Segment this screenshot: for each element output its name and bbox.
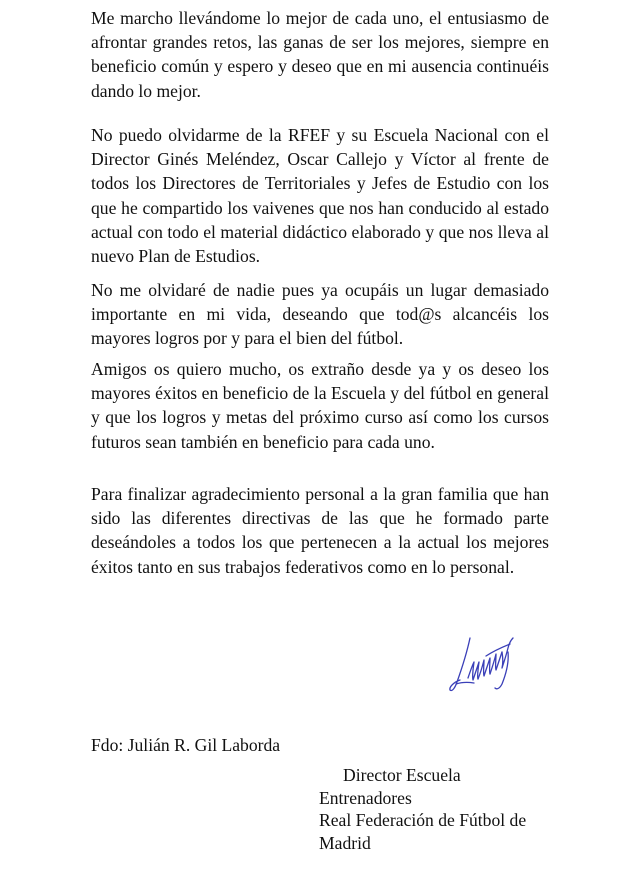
role-line: Entrenadores: [319, 787, 412, 808]
handwritten-signature: [448, 632, 520, 694]
paragraph-rfef-thanks: No puedo olvidarme de la RFEF y su Escuela Nacional con el Director Ginés Meléndez, Oscar Callejo y Víctor al frente de todos los Directores de Territoriales y Jefes de Estudio con los que he compartido los vaivenes que nos han conducido al estado actual con todo el material didáctico elaborado y que nos lleva al nuevo Plan de Estudios.: [91, 125, 549, 267]
role-line: Real Federación de Fútbol de: [319, 810, 527, 831]
role-line: Madrid: [319, 833, 371, 854]
signer-role: [319, 764, 559, 855]
paragraph-remember-all: No me olvidaré de nadie pues ya ocupáis un lugar demasiado importante en mi vida, deseando que tod@s alcancéis los mayores logros por y para el bien del fútbol.: [91, 280, 549, 349]
paragraph-friends: Amigos os quiero mucho, os extraño desde ya y os deseo los mayores éxitos en beneficio de la Escuela y del fútbol en general y que los logros y metas del próximo curso así como los cursos futuros sean también en beneficio para cada uno.: [91, 359, 549, 452]
signed-by: Fdo: Julián R. Gil Laborda: [91, 735, 281, 755]
paragraph-farewell: Me marcho llevándome lo mejor de cada uno, el entusiasmo de afrontar grandes retos, las ganas de ser los mejores, siempre en beneficio común y espero y deseo que en mi ausencia continuéis dando lo mejor.: [91, 8, 549, 101]
paragraph-closing: Para finalizar agradecimiento personal a la gran familia que han sido las diferentes directivas de las que he formado parte deseándoles a todos los que pertenecen a la actual los mejores éxitos tanto en sus trabajos federativos como en lo personal.: [91, 484, 549, 577]
role-line: Director Escuela: [343, 765, 461, 785]
